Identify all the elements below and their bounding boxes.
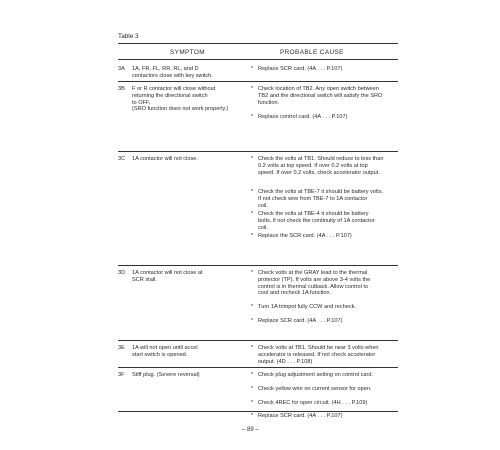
cause-line: 0.2 volts at top speed. If over 0.2 volts at top [258, 162, 368, 169]
symptom-line: 1A, FR, FL, RR, RL, and D [132, 66, 199, 72]
cause-line: cool and recheck 1A function. [258, 290, 332, 297]
bullet-icon: * [251, 270, 254, 276]
cause-line: Check volts at TB1. Should be near 3 volts when [258, 345, 379, 351]
row-separator [118, 340, 398, 341]
row-code: 3E [118, 345, 125, 351]
symptom-text [132, 345, 242, 359]
cause-line: Turn 1A trimpot fully CCW and recheck. [258, 304, 357, 310]
cause-line: Check 4REC for open circuit. (4H . . . P.109) [258, 400, 368, 406]
header-rule [118, 59, 398, 60]
cause-line: bolts, if not check the continuity of 1A contactor [258, 217, 375, 224]
symptom-text [132, 66, 242, 80]
row-code: 3C [118, 156, 126, 162]
cause-line: Check yellow wire on current sensor for open. [258, 386, 372, 392]
cause-line: Check the volts at TBE-4 it should be battery [258, 211, 369, 217]
row-code: 3F [118, 372, 125, 378]
bullet-icon: * [251, 386, 254, 392]
bullet-icon: * [251, 400, 254, 406]
symptom-text [132, 372, 242, 379]
cause-line: protector (TP). If volts are above 3-4 volts the [258, 276, 371, 283]
row-code: 3B [118, 86, 125, 92]
cause-item [251, 211, 375, 231]
cause-line: Check plug adjustment setting on control card. [258, 372, 374, 378]
cause-item [251, 270, 370, 297]
cause-line: Replace control card. (4A . . . P.107) [258, 114, 348, 120]
symptom-line: start switch is opened. [132, 351, 188, 358]
cause-item [251, 386, 371, 393]
symptom-line: 1A will not open until accel [132, 345, 198, 351]
bullet-icon: * [251, 66, 254, 72]
cause-item [251, 233, 352, 240]
cause-item [251, 304, 356, 311]
bullet-icon: * [251, 318, 254, 324]
symptom-text [132, 270, 242, 284]
symptom-line: SCR stall. [132, 276, 157, 283]
bullet-icon: * [251, 372, 254, 378]
cause-line: Check location of TB2. Any open switch between [258, 86, 379, 92]
cause-line: Replace SCR card. (4A . . . P.107) [258, 66, 343, 72]
cause-item [251, 114, 347, 121]
table-label: Table 3 [118, 33, 139, 40]
cause-item [251, 345, 379, 365]
row-code: 3A [118, 66, 125, 72]
cause-line: TB2 and the directional switch will satisfy the SRO [258, 92, 383, 99]
symptom-line: contactors close with key switch. [132, 72, 213, 79]
cause-item [251, 400, 367, 407]
row-separator [118, 81, 398, 82]
cause-item [251, 66, 342, 73]
cause-line: Replace SCR card. (4A . . . P.107) [258, 413, 343, 419]
symptom-text [132, 86, 242, 113]
cause-line: function. [258, 99, 280, 106]
bullet-icon: * [251, 189, 254, 195]
cause-line: Check the volts at TBE-7 it should be battery volts. [258, 189, 384, 195]
symptom-header: SYMPTOM [170, 49, 205, 56]
bullet-icon: * [251, 211, 254, 217]
cause-line: control is in thermal cutback. Allow control to [258, 283, 369, 290]
cause-line: output. (4D . . . P.108) [258, 358, 313, 365]
cause-item [251, 413, 342, 420]
cause-item [251, 156, 384, 176]
cause-line: Check volts at the GRAY lead to the thermal [258, 270, 368, 276]
cause-item [251, 372, 373, 379]
cause-line: accelerator is released. If not check accelerator [258, 351, 376, 358]
row-separator [118, 367, 398, 368]
symptom-line: (SRO function does not work properly.) [132, 106, 229, 113]
symptom-line: Stiff plug. (Severe reversal) [132, 372, 200, 378]
cause-line: coil. [258, 224, 268, 231]
table-top-rule [118, 43, 398, 44]
symptom-line: F or R contactor will close without [132, 86, 216, 92]
symptom-line: to OFF. [132, 99, 151, 106]
cause-line: speed. If over 0.2 volts, check accelerator output. [258, 169, 380, 176]
cause-item [251, 189, 383, 209]
bullet-icon: * [251, 156, 254, 162]
cause-header: PROBABLE CAUSE [280, 49, 344, 56]
symptom-line: returning the directional switch [132, 92, 208, 99]
cause-line: Check the volts at TB1. Should reduce to less than [258, 156, 384, 162]
cause-line: Replace the SCR card. (4A . . . P.107) [258, 233, 352, 239]
row-separator [118, 151, 398, 152]
bullet-icon: * [251, 304, 254, 310]
bullet-icon: * [251, 233, 254, 239]
symptom-line: 1A contactor will not close. [132, 156, 198, 162]
symptom-line: 1A contactor will not close at [132, 270, 203, 276]
bullet-icon: * [251, 413, 254, 419]
symptom-text [132, 156, 242, 163]
bullet-icon: * [251, 86, 254, 92]
bullet-icon: * [251, 114, 254, 120]
cause-item [251, 86, 382, 106]
table-bottom-rule [118, 411, 398, 412]
page-number: – 89 – [242, 427, 259, 433]
row-separator [118, 265, 398, 266]
bullet-icon: * [251, 345, 254, 351]
cause-line: If not check wire from TBE-7 to 1A contactor [258, 195, 368, 202]
cause-line: coil. [258, 202, 268, 209]
row-code: 3D [118, 270, 126, 276]
cause-line: Replace SCR card. (4A . . . P.107) [258, 318, 343, 324]
cause-item [251, 318, 342, 325]
